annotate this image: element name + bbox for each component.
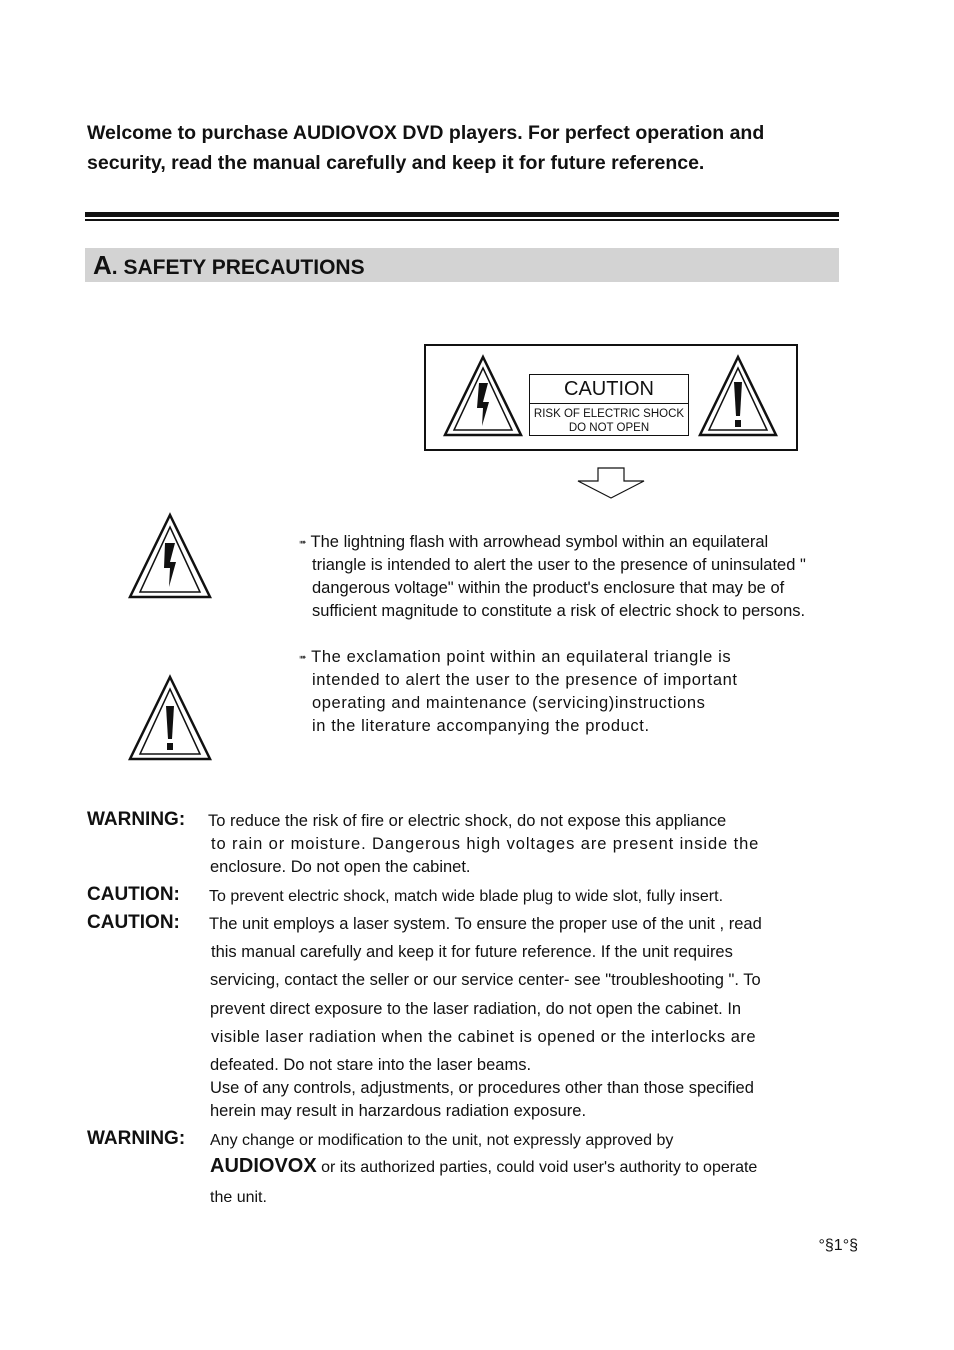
caution-text-line: defeated. Do not stare into the laser beams. [210, 1056, 532, 1074]
intro-line: Welcome to purchase AUDIOVOX DVD players. For perfect operation and [87, 122, 765, 144]
warning-label: WARNING: [87, 1128, 186, 1149]
description-line: dangerous voltage" within the product's enclosure that may be of [312, 579, 785, 598]
warning-text-line: the unit. [210, 1189, 267, 1206]
caution-subtext-2: DO NOT OPEN [568, 422, 650, 434]
caution-label-1: CAUTION: [87, 884, 180, 905]
caution-text-line: visible laser radiation when the cabinet is opened or the interlocks are [211, 1028, 757, 1046]
bullet-icon: ➠ [299, 652, 308, 663]
description-line: intended to alert the user to the presence of important [312, 671, 738, 690]
warning-text-line [210, 1155, 757, 1179]
section-letter: A [93, 250, 112, 280]
description-line: The lightning flash with arrowhead symbol within an equilateral [310, 533, 769, 551]
caution-text-line: The unit employs a laser system. To ensure the proper use of the unit , read [209, 915, 762, 933]
caution-text-line: this manual carefully and keep it for future reference. If the unit requires [211, 943, 733, 961]
description-line: operating and maintenance (servicing)instructions [312, 694, 706, 713]
caution-text-line: servicing, contact the seller or our service center- see "troubleshooting ". To [210, 971, 761, 989]
exclamation-symbol-icon [127, 674, 213, 762]
caution-title: CAUTION [530, 375, 688, 404]
caution-text-line: To prevent electric shock, match wide blade plug to wide slot, fully insert. [209, 888, 724, 905]
warning-text-rest: or its authorized parties, could void user's authority to operate [316, 1159, 758, 1176]
description-line: The exclamation point within an equilateral triangle is [311, 648, 732, 666]
description-line: triangle is intended to alert the user to the presence of uninsulated " [312, 556, 806, 575]
lightning-symbol-icon [127, 512, 213, 600]
caution-text-line: prevent direct exposure to the laser radiation, do not open the cabinet. In [210, 1000, 742, 1018]
warning-text-line: enclosure. Do not open the cabinet. [210, 858, 471, 876]
exclamation-warning-icon [697, 354, 779, 438]
exclamation-symbol-description [299, 646, 847, 738]
warning-label: WARNING: [87, 809, 186, 830]
intro-line: security, read the manual carefully and keep it for future reference. [87, 152, 705, 174]
page-number: °§1°§ [818, 1237, 858, 1254]
caution-subtext-1: RISK OF ELECTRIC SHOCK [533, 408, 685, 420]
warning-text-line: To reduce the risk of fire or electric shock, do not expose this appliance [208, 812, 727, 830]
warning-text-line: Any change or modification to the unit, not expressly approved by [210, 1132, 674, 1149]
warning-text-line: to rain or moisture. Dangerous high voltages are present inside the [211, 835, 760, 853]
description-line: in the literature accompanying the product. [312, 717, 650, 736]
brand-name: AUDIOVOX [210, 1155, 317, 1177]
intro-paragraph [87, 118, 867, 178]
caution-text-line: herein may result in harzardous radiation exposure. [210, 1102, 587, 1120]
lightning-symbol-description [299, 531, 847, 623]
down-arrow-icon [576, 466, 646, 500]
bullet-icon: ➠ [299, 537, 307, 548]
lightning-warning-icon [442, 354, 524, 438]
caution-text-line: Use of any controls, adjustments, or procedures other than those specified [210, 1079, 754, 1097]
caution-label-2: CAUTION: [87, 912, 180, 933]
section-title-text: . SAFETY PRECAUTIONS [111, 256, 365, 279]
description-line: sufficient magnitude to constitute a risk of electric shock to persons. [312, 602, 806, 621]
divider-thick [85, 212, 839, 217]
caution-label [529, 374, 689, 436]
divider-thin [85, 219, 839, 221]
section-title [93, 251, 365, 282]
